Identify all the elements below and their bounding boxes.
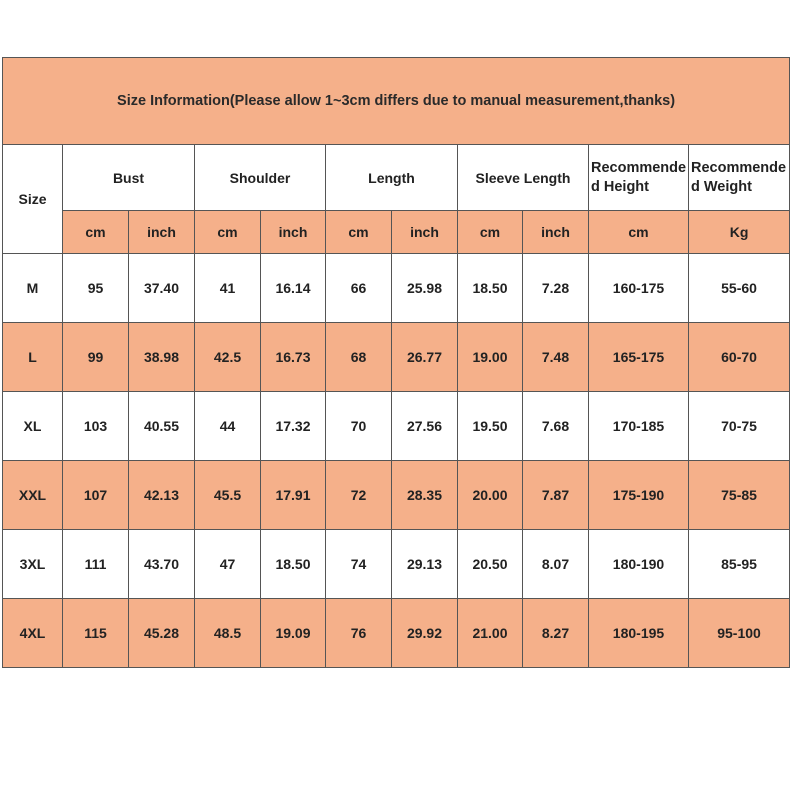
- table-cell: 26.77: [392, 323, 458, 392]
- table-cell: 85-95: [689, 530, 790, 599]
- table-cell: 68: [326, 323, 392, 392]
- table-cell: 72: [326, 461, 392, 530]
- table-row: [3, 392, 790, 461]
- table-cell: 66: [326, 254, 392, 323]
- table-cell: 42.5: [195, 323, 261, 392]
- table-cell: 180-190: [589, 530, 689, 599]
- table-cell: 165-175: [589, 323, 689, 392]
- header-recommended-height: Recommended Height: [589, 145, 689, 211]
- size-label-cell: 3XL: [3, 530, 63, 599]
- table-cell: 170-185: [589, 392, 689, 461]
- header-recommended-weight: Recommended Weight: [689, 145, 790, 211]
- table-cell: 75-85: [689, 461, 790, 530]
- header-sleeve-length: Sleeve Length: [458, 145, 589, 211]
- table-cell: 70: [326, 392, 392, 461]
- table-cell: 7.28: [523, 254, 589, 323]
- table-cell: 60-70: [689, 323, 790, 392]
- table-cell: 7.48: [523, 323, 589, 392]
- table-cell: 107: [63, 461, 129, 530]
- table-cell: 42.13: [129, 461, 195, 530]
- header-shoulder: Shoulder: [195, 145, 326, 211]
- table-cell: 45.5: [195, 461, 261, 530]
- size-label-cell: L: [3, 323, 63, 392]
- table-cell: 19.00: [458, 323, 523, 392]
- table-cell: 55-60: [689, 254, 790, 323]
- table-cell: 17.91: [261, 461, 326, 530]
- unit-cell: inch: [261, 211, 326, 254]
- unit-cell: inch: [129, 211, 195, 254]
- table-cell: 19.50: [458, 392, 523, 461]
- table-cell: 47: [195, 530, 261, 599]
- table-cell: 175-190: [589, 461, 689, 530]
- table-cell: 17.32: [261, 392, 326, 461]
- header-length: Length: [326, 145, 458, 211]
- table-cell: 16.14: [261, 254, 326, 323]
- unit-cell: inch: [523, 211, 589, 254]
- table-cell: 180-195: [589, 599, 689, 668]
- table-cell: 20.00: [458, 461, 523, 530]
- table-cell: 7.68: [523, 392, 589, 461]
- table-cell: 18.50: [458, 254, 523, 323]
- unit-cell: Kg: [689, 211, 790, 254]
- table-cell: 45.28: [129, 599, 195, 668]
- table-cell: 103: [63, 392, 129, 461]
- table-cell: 16.73: [261, 323, 326, 392]
- table-cell: 8.07: [523, 530, 589, 599]
- size-chart-table: [2, 57, 790, 668]
- table-cell: 19.09: [261, 599, 326, 668]
- table-cell: 18.50: [261, 530, 326, 599]
- table-title: Size Information(Please allow 1~3cm differs due to manual measurement,thanks): [3, 58, 790, 145]
- header-size: Size: [3, 145, 63, 254]
- table-cell: 160-175: [589, 254, 689, 323]
- table-cell: 43.70: [129, 530, 195, 599]
- table-cell: 21.00: [458, 599, 523, 668]
- table-cell: 70-75: [689, 392, 790, 461]
- table-row: [3, 254, 790, 323]
- size-label-cell: 4XL: [3, 599, 63, 668]
- size-label-cell: M: [3, 254, 63, 323]
- table-cell: 44: [195, 392, 261, 461]
- size-label-cell: XL: [3, 392, 63, 461]
- unit-cell: inch: [392, 211, 458, 254]
- table-cell: 25.98: [392, 254, 458, 323]
- table-cell: 37.40: [129, 254, 195, 323]
- table-cell: 40.55: [129, 392, 195, 461]
- table-cell: 95-100: [689, 599, 790, 668]
- table-row: [3, 323, 790, 392]
- table-cell: 48.5: [195, 599, 261, 668]
- unit-cell: cm: [589, 211, 689, 254]
- unit-cell: cm: [195, 211, 261, 254]
- table-cell: 8.27: [523, 599, 589, 668]
- size-rows: [3, 254, 790, 668]
- table-cell: 76: [326, 599, 392, 668]
- table-cell: 29.92: [392, 599, 458, 668]
- unit-cell: cm: [326, 211, 392, 254]
- table-cell: 29.13: [392, 530, 458, 599]
- unit-cell: cm: [458, 211, 523, 254]
- table-cell: 115: [63, 599, 129, 668]
- table-cell: 7.87: [523, 461, 589, 530]
- table-cell: 28.35: [392, 461, 458, 530]
- table-cell: 27.56: [392, 392, 458, 461]
- unit-cell: cm: [63, 211, 129, 254]
- table-cell: 99: [63, 323, 129, 392]
- header-bust: Bust: [63, 145, 195, 211]
- table-cell: 20.50: [458, 530, 523, 599]
- table-cell: 95: [63, 254, 129, 323]
- table-row: [3, 599, 790, 668]
- table-cell: 74: [326, 530, 392, 599]
- table-cell: 41: [195, 254, 261, 323]
- table-row: [3, 530, 790, 599]
- table-cell: 38.98: [129, 323, 195, 392]
- size-label-cell: XXL: [3, 461, 63, 530]
- table-cell: 111: [63, 530, 129, 599]
- table-row: [3, 461, 790, 530]
